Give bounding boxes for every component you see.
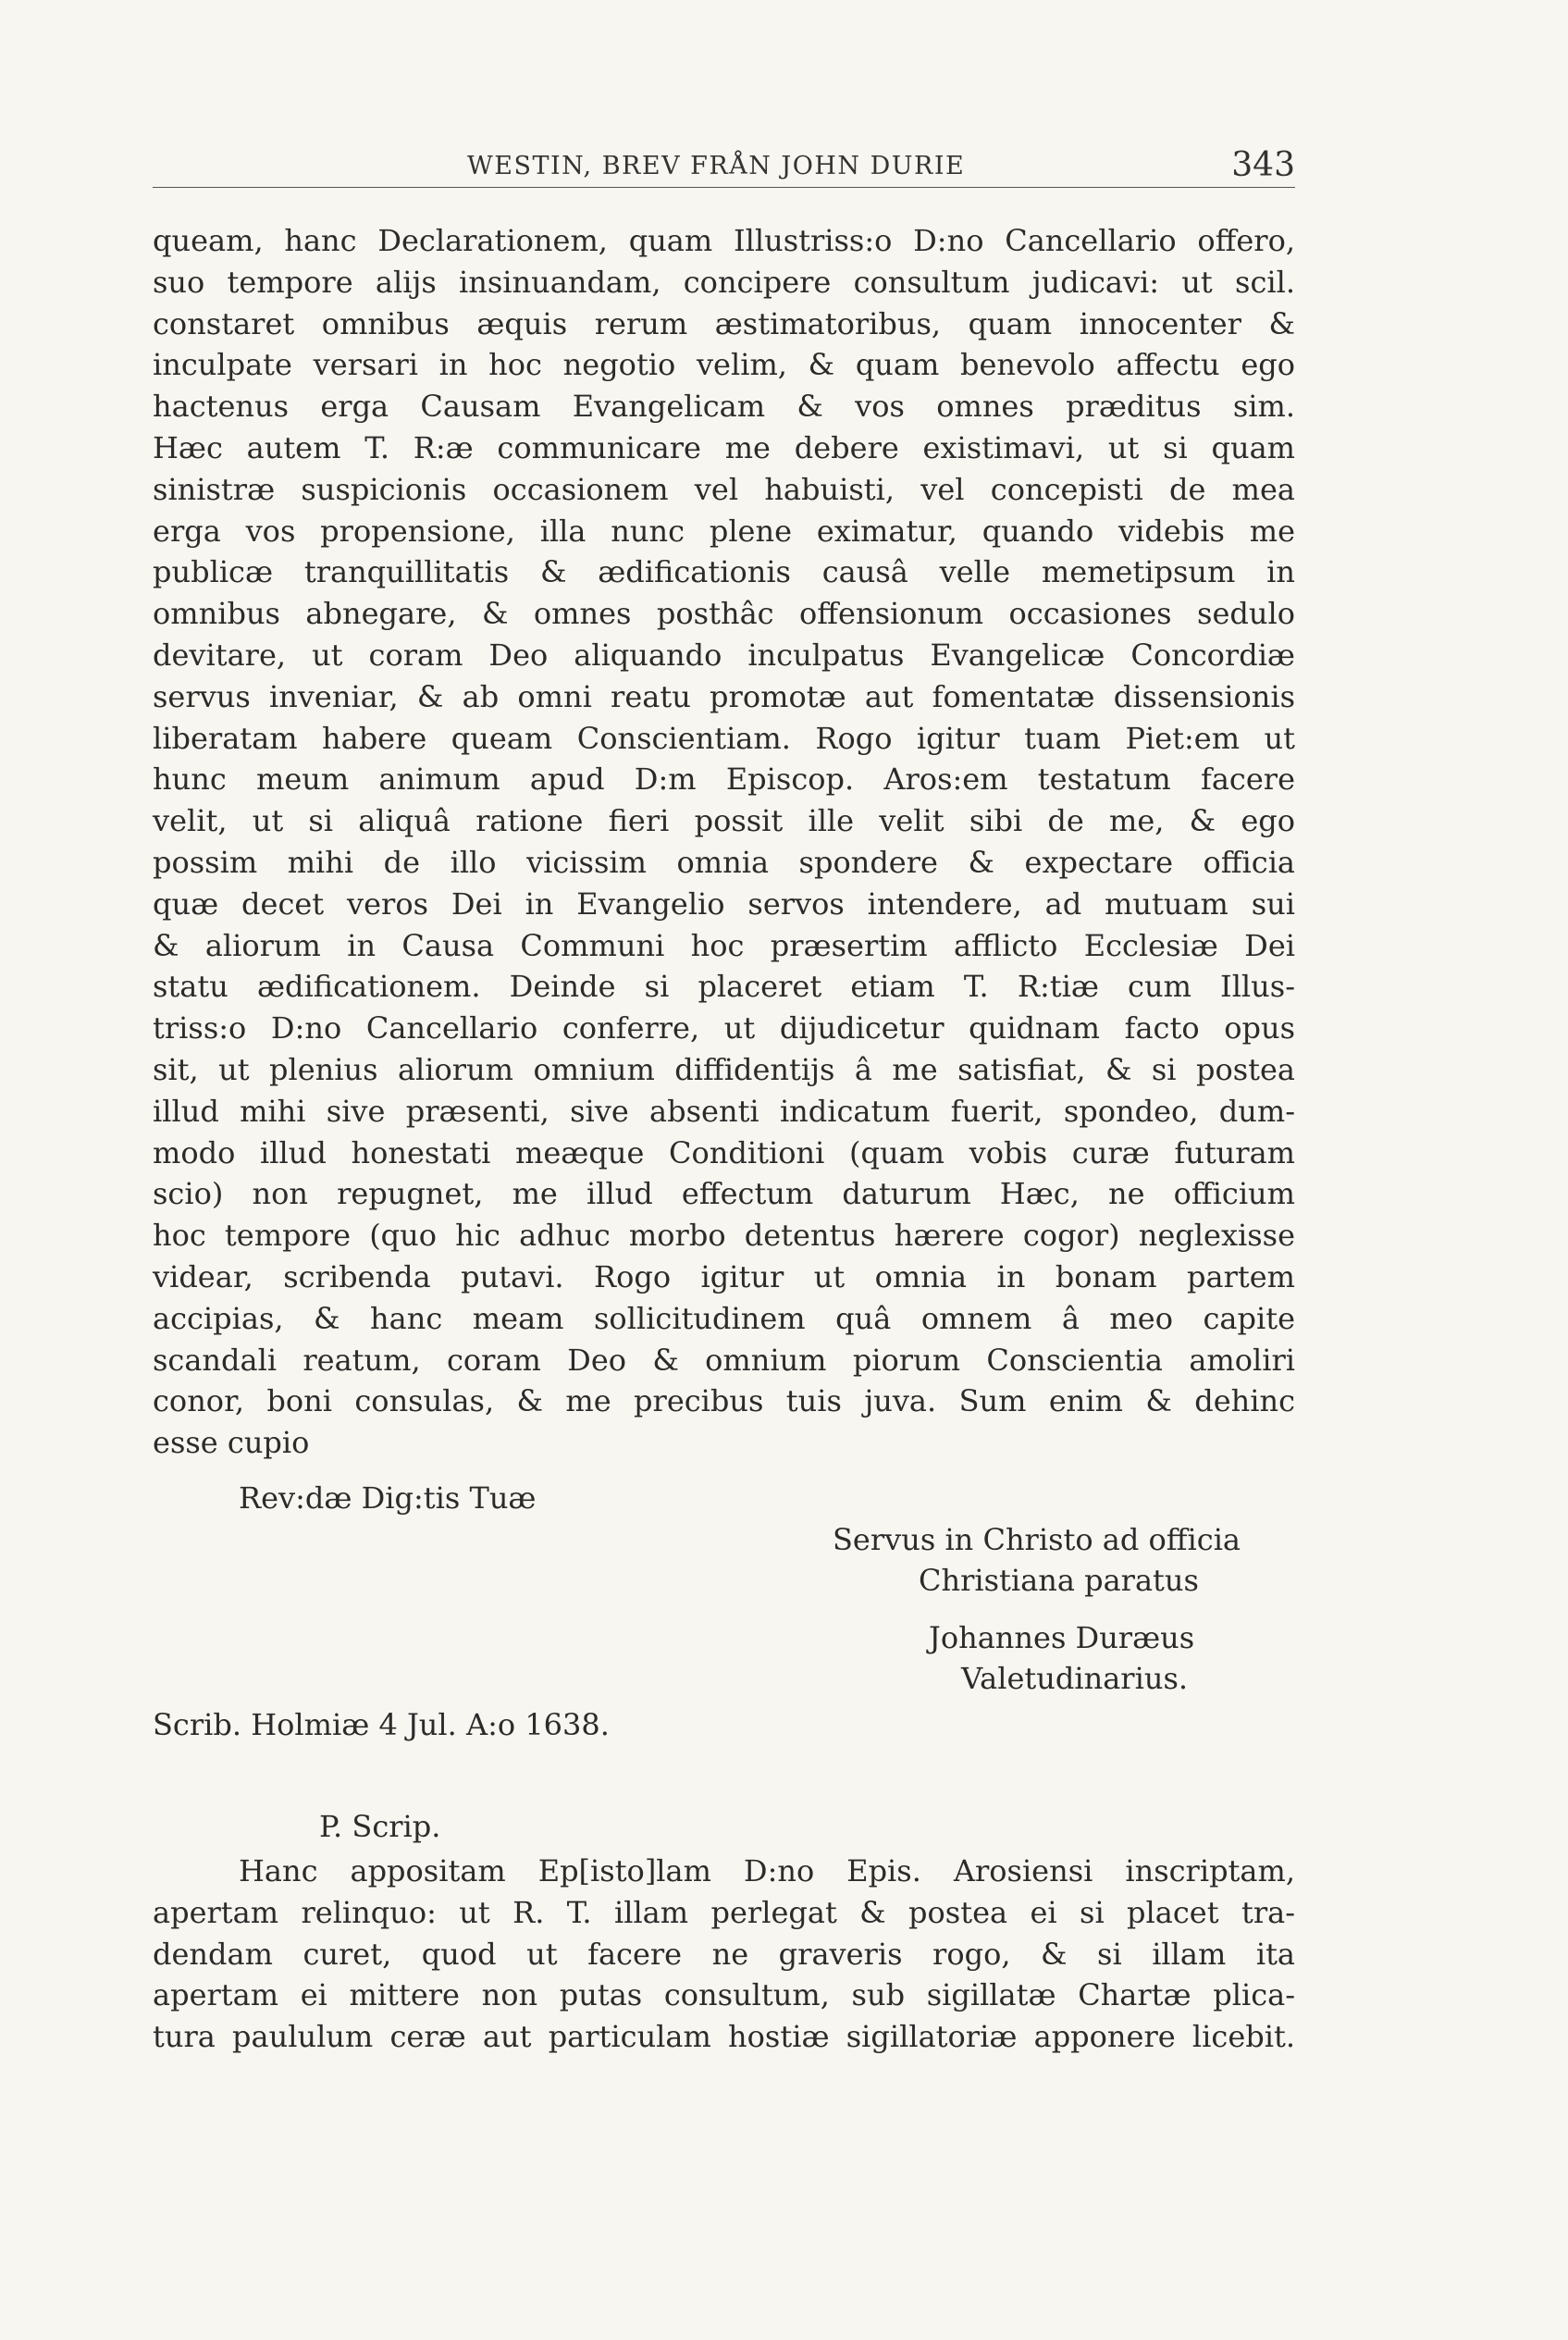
- text-line: liberatam habere queam Conscientiam. Rogo igitur tuam Piet:em ut: [153, 720, 1295, 756]
- text-line: Hanc appositam Ep[isto]lam D:no Epis. Arosiensi inscriptam,: [239, 1853, 1295, 1888]
- text-line: accipias, & hanc meam sollicitudinem quâ omnem â meo capite: [153, 1300, 1295, 1336]
- text-line: suo tempore alijs insinuandam, concipere consultum judicavi: ut scil.: [153, 264, 1295, 300]
- page-number: 343: [1231, 146, 1295, 184]
- text-line: modo illud honestati meæque Conditioni (quam vobis curæ futuram: [153, 1134, 1295, 1170]
- text-line: apertam relinquo: ut R. T. illam perlegat & postea ei si placet tra-: [153, 1894, 1295, 1930]
- text-line: queam, hanc Declarationem, quam Illustriss:o D:no Cancellario offero,: [153, 223, 1295, 258]
- running-title: WESTIN, BREV FRÅN JOHN DURIE: [467, 152, 966, 180]
- text-line: inculpate versari in hoc negotio velim, & quam benevolo affectu ego: [153, 347, 1295, 383]
- text-line: quæ decet veros Dei in Evangelio servos intendere, ad mutuam sui: [153, 885, 1295, 922]
- text-line: sit, ut plenius aliorum omnium diffidentijs â me satisfiat, & si postea: [153, 1051, 1295, 1087]
- running-header: [153, 146, 1295, 191]
- text-line: constaret omnibus æquis rerum æstimatoribus, quam innocenter &: [153, 305, 1295, 341]
- letter-body: [153, 220, 1295, 1464]
- header-rule: [153, 187, 1295, 188]
- text-line: devitare, ut coram Deo aliquando inculpatus Evangelicæ Concordiæ: [153, 637, 1295, 673]
- text-line: scio) non repugnet, me illud effectum daturum Hæc, ne officium: [153, 1176, 1295, 1212]
- text-line: esse cupio: [153, 1425, 310, 1461]
- text-line: servus inveniar, & ab omni reatu promotæ aut fomentatæ dissensionis: [153, 678, 1295, 714]
- signature-name: Johannes Duræus: [929, 1620, 1195, 1655]
- text-line: videar, scribenda putavi. Rogo igitur ut omnia in bonam partem: [153, 1258, 1295, 1294]
- text-line: conor, boni consulas, & me precibus tuis juva. Sum enim & dehinc: [153, 1383, 1295, 1419]
- text-line: tura paululum ceræ aut particulam hostiæ sigillatoriæ apponere licebit.: [153, 2019, 1295, 2055]
- text-line: scandali reatum, coram Deo & omnium piorum Conscientia amoliri: [153, 1342, 1295, 1378]
- dateline: Scrib. Holmiæ 4 Jul. A:o 1638.: [153, 1707, 610, 1742]
- text-line: sinistræ suspicionis occasionem vel habuisti, vel concepisti de mea: [153, 471, 1295, 507]
- text-line: hunc meum animum apud D:m Episcop. Aros:em testatum facere: [153, 761, 1295, 798]
- text-line: statu ædificationem. Deinde si placeret etiam T. R:tiæ cum Illus-: [153, 969, 1295, 1005]
- text-line: velit, ut si aliquâ ratione fieri possit ille velit sibi de me, & ego: [153, 803, 1295, 839]
- text-line: illud mihi sive præsenti, sive absenti indicatum fuerit, spondeo, dum-: [153, 1093, 1295, 1129]
- text-line: possim mihi de illo vicissim omnia spondere & expectare officia: [153, 844, 1295, 880]
- text-line: Hæc autem T. R:æ communicare me debere existimavi, ut si quam: [153, 429, 1295, 465]
- text-line: hoc tempore (quo hic adhuc morbo detentus hærere cogor) neglexisse: [153, 1218, 1295, 1254]
- salutation: Rev:dæ Dig:tis Tuæ: [239, 1480, 537, 1516]
- text-line: erga vos propensione, illa nunc plene eximatur, quando videbis me: [153, 513, 1295, 549]
- closing-line-1: Servus in Christo ad officia: [833, 1522, 1241, 1557]
- postscript-body: [153, 1851, 1295, 2058]
- postscript-heading: P. Scrip.: [319, 1809, 441, 1844]
- text-line: triss:o D:no Cancellario conferre, ut dijudicetur quidnam facto opus: [153, 1010, 1295, 1046]
- text-line: hactenus erga Causam Evangelicam & vos omnes præditus sim.: [153, 389, 1295, 425]
- signature-title: Valetudinarius.: [961, 1661, 1189, 1696]
- text-line: & aliorum in Causa Communi hoc præsertim afflicto Ecclesiæ Dei: [153, 927, 1295, 963]
- text-line: publicæ tranquillitatis & ædificationis causâ velle memetipsum in: [153, 554, 1295, 590]
- text-line: omnibus abnegare, & omnes posthâc offensionum occasiones sedulo: [153, 596, 1295, 632]
- closing-line-2: Christiana paratus: [919, 1563, 1199, 1598]
- text-line: dendam curet, quod ut facere ne graveris rogo, & si illam ita: [153, 1936, 1295, 1972]
- text-line: apertam ei mittere non putas consultum, sub sigillatæ Chartæ plica-: [153, 1977, 1295, 2013]
